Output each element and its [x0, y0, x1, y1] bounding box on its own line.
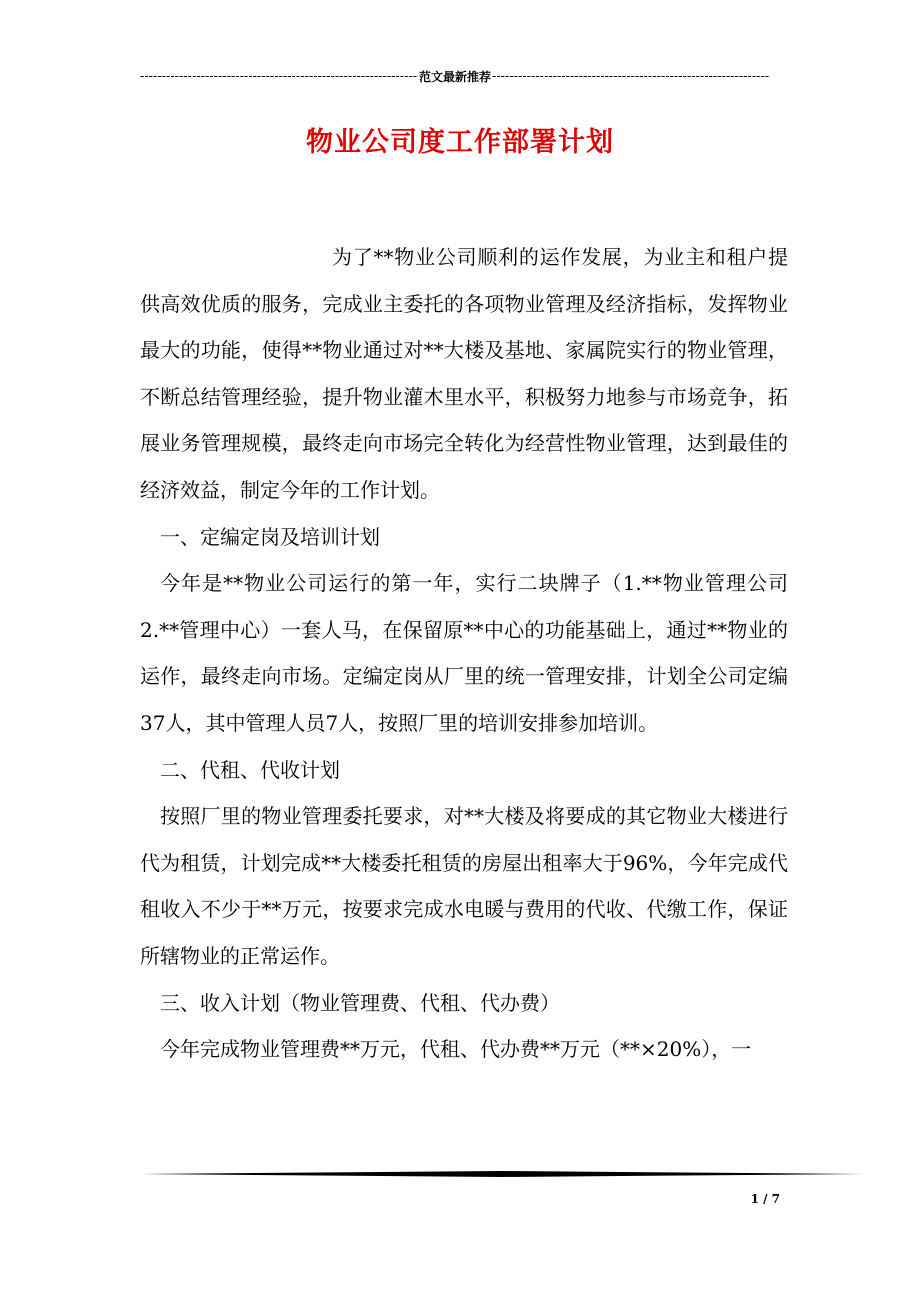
page-number: 1 / 7 [750, 1192, 780, 1206]
section-heading-3: 三、收入计划（物业管理费、代租、代办费） [160, 990, 560, 1015]
section-heading-2: 二、代租、代收计划 [160, 757, 340, 782]
footer-rule [140, 1170, 863, 1178]
page-header [140, 66, 770, 86]
intro-paragraph: 为了**物业公司顺利的运作发展，为业主和租户提供高效优质的服务，完成业主委托的各项物业管理及经济指标，发挥物业最大的功能，使得**物业通过对**大楼及基地、家属院实行的物业管理，不断总结管理经验，提升物业灌木里水平，积极努力地参与市场竞争，拓展业务管理规模，最终走向市场完全转化为经营性物业管理，达到最佳的经济效益，制定今年的工作计划。 [140, 245, 788, 502]
document-title: 物业公司度工作部署计划 [306, 127, 614, 158]
section-paragraph-3: 今年完成物业管理费**万元，代租、代办费**万元（**×20%），一 [160, 1037, 752, 1062]
header-label: 范文最新推荐 [419, 69, 492, 84]
document-body [140, 234, 788, 1073]
header-dashes-right [492, 69, 770, 83]
section-paragraph-1: 今年是**物业公司运行的第一年，实行二块牌子（1.**物业管理公司 2.**管理中心）一套人马，在保留原**中心的功能基础上，通过**物业的运作，最终走向市场。定编定岗从厂里的统一管理安排，计划全公司定编37人，其中管理人员7人，按照厂里的培训安排参加培训。 [140, 571, 788, 735]
section-paragraph-2: 按照厂里的物业管理委托要求，对**大楼及将要成的其它物业大楼进行代为租赁，计划完成**大楼委托租赁的房屋出租率大于96%，今年完成代租收入不少于**万元，按要求完成水电暖与费用的代收、代缴工作，保证所辖物业的正常运作。 [140, 804, 788, 968]
section-heading-1: 一、定编定岗及培训计划 [160, 524, 380, 549]
header-dashes-left [140, 69, 418, 83]
